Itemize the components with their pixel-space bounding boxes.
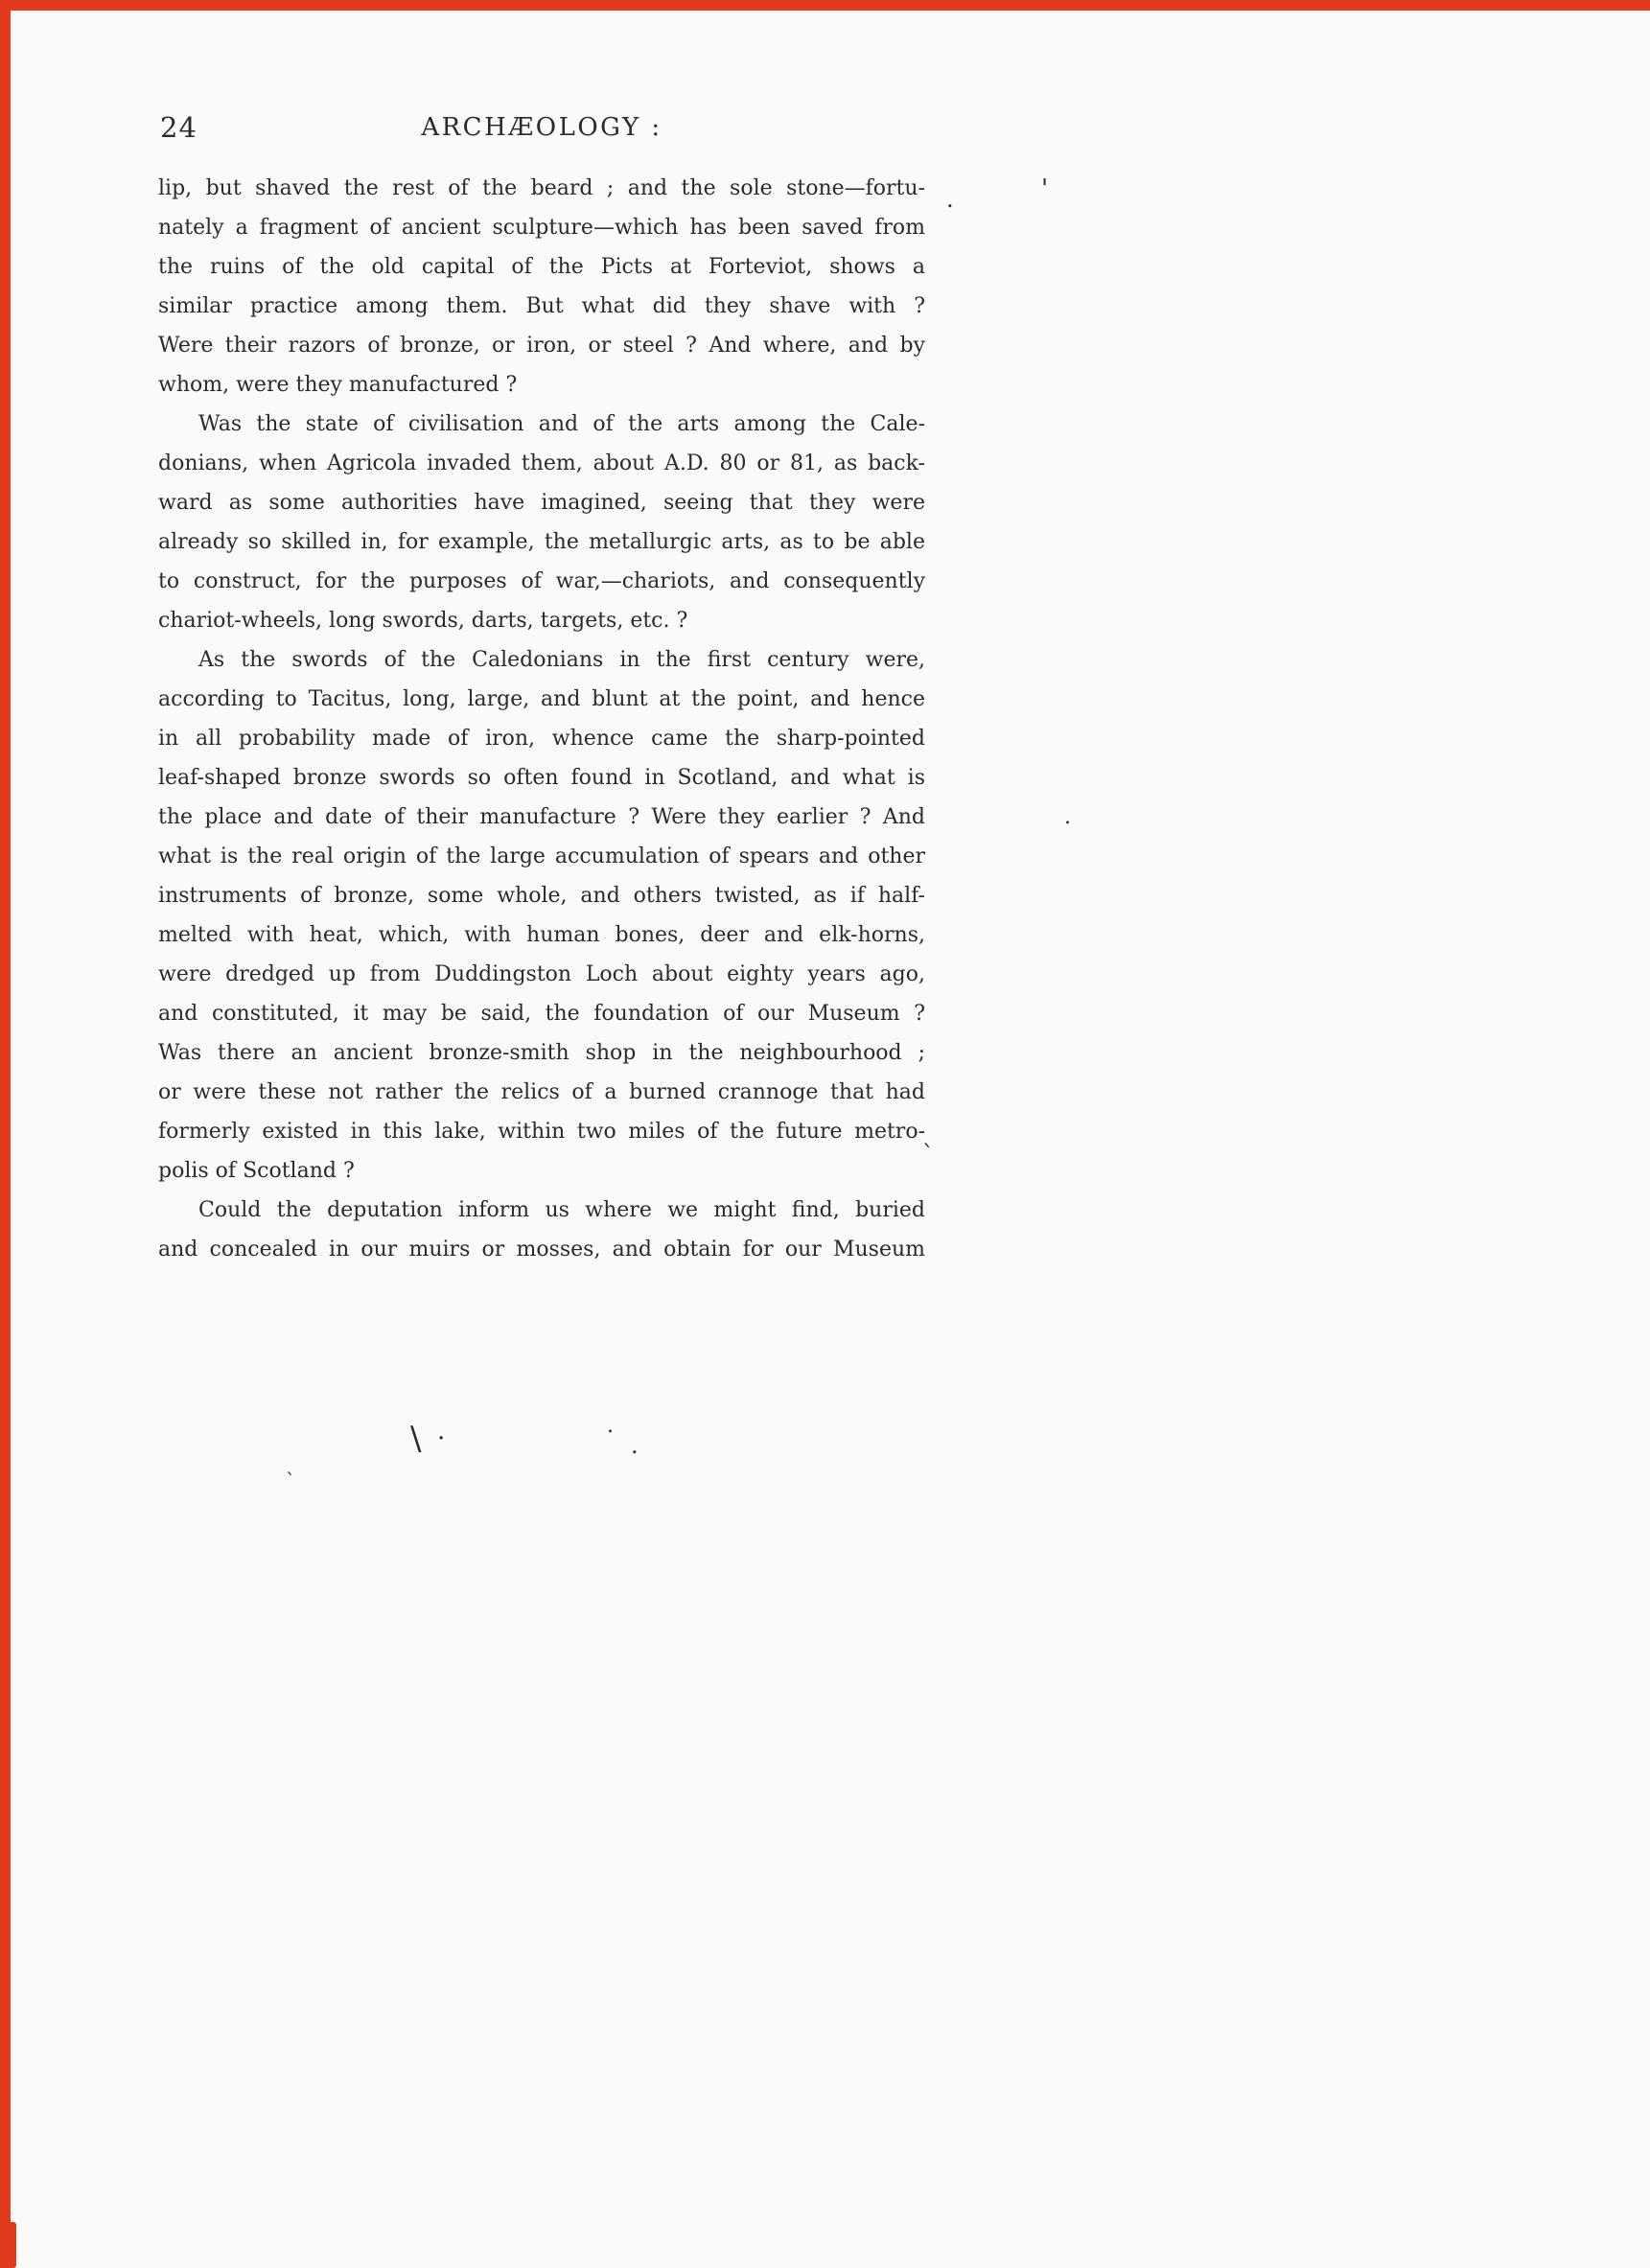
scan-artifact: . bbox=[631, 1432, 639, 1459]
text-line: nately a fragment of ancient sculpture—which has been saved from bbox=[158, 216, 925, 240]
text-line: polis of Scotland ? bbox=[158, 1159, 355, 1183]
text-line: in all probability made of iron, whence came the sharp-pointed bbox=[158, 727, 925, 751]
text-line: according to Tacitus, long, large, and blunt at the point, and hence bbox=[158, 687, 925, 711]
text-line: formerly existed in this lake, within two miles of the future metro- bbox=[158, 1120, 925, 1144]
scan-artifact: ' bbox=[1041, 174, 1049, 203]
scan-artifact: . bbox=[1064, 805, 1071, 829]
page-body bbox=[158, 169, 925, 1269]
text-line: what is the real origin of the large accumulation of spears and other bbox=[158, 845, 925, 868]
page-number: 24 bbox=[160, 111, 198, 144]
text-line: lip, but shaved the rest of the beard ; and the sole stone—fortu- bbox=[158, 176, 925, 200]
paragraph-3 bbox=[158, 640, 925, 1191]
text-line: similar practice among them. But what did they shave with ? bbox=[158, 294, 925, 318]
paragraph-4 bbox=[158, 1191, 925, 1269]
scan-artifact: ` bbox=[286, 1469, 295, 1492]
scan-edge-bottom-left-mark bbox=[0, 2222, 16, 2268]
scan-artifact: . bbox=[946, 186, 954, 213]
scan-edge-left bbox=[0, 0, 11, 2268]
text-line: were dredged up from Duddingston Loch about eighty years ago, bbox=[158, 962, 925, 986]
text-line: the place and date of their manufacture ? Were they earlier ? And bbox=[158, 805, 925, 829]
text-line: Were their razors of bronze, or iron, or steel ? And where, and by bbox=[158, 334, 925, 358]
paragraph-2 bbox=[158, 405, 925, 640]
scan-artifact: . bbox=[607, 1414, 614, 1438]
text-line: whom, were they manufactured ? bbox=[158, 373, 518, 397]
text-line: Could the deputation inform us where we might find, buried bbox=[198, 1198, 925, 1222]
page-header bbox=[158, 109, 925, 148]
text-line: leaf-shaped bronze swords so often found in Scotland, and what is bbox=[158, 766, 925, 790]
scan-artifact: \ bbox=[410, 1420, 422, 1458]
text-line: and constituted, it may be said, the foundation of our Museum ? bbox=[158, 1002, 925, 1026]
text-line: or were these not rather the relics of a burned crannoge that had bbox=[158, 1080, 925, 1104]
text-line: the ruins of the old capital of the Picts at Forteviot, shows a bbox=[158, 255, 925, 279]
text-line: already so skilled in, for example, the metallurgic arts, as to be able bbox=[158, 530, 925, 554]
text-line: Was the state of civilisation and of the arts among the Cale- bbox=[198, 412, 925, 436]
scan-edge-top bbox=[0, 0, 1650, 11]
text-line: chariot-wheels, long swords, darts, targets, etc. ? bbox=[158, 609, 688, 633]
text-line: melted with heat, which, with human bones, deer and elk-horns, bbox=[158, 923, 925, 947]
running-title: ARCHÆOLOGY : bbox=[421, 113, 662, 142]
text-line: donians, when Agricola invaded them, about A.D. 80 or 81, as back- bbox=[158, 451, 925, 475]
text-line: instruments of bronze, some whole, and others twisted, as if half- bbox=[158, 884, 925, 908]
text-line: ward as some authorities have imagined, seeing that they were bbox=[158, 491, 925, 515]
text-line: to construct, for the purposes of war,—chariots, and consequently bbox=[158, 569, 925, 593]
scan-artifact: . bbox=[437, 1417, 446, 1446]
text-line: As the swords of the Caledonians in the first century were, bbox=[198, 648, 925, 672]
paragraph-1 bbox=[158, 169, 925, 405]
scan-artifact: ` bbox=[922, 1141, 934, 1168]
text-line: Was there an ancient bronze-smith shop in the neighbourhood ; bbox=[158, 1041, 925, 1065]
text-line: and concealed in our muirs or mosses, and obtain for our Museum bbox=[158, 1238, 925, 1261]
